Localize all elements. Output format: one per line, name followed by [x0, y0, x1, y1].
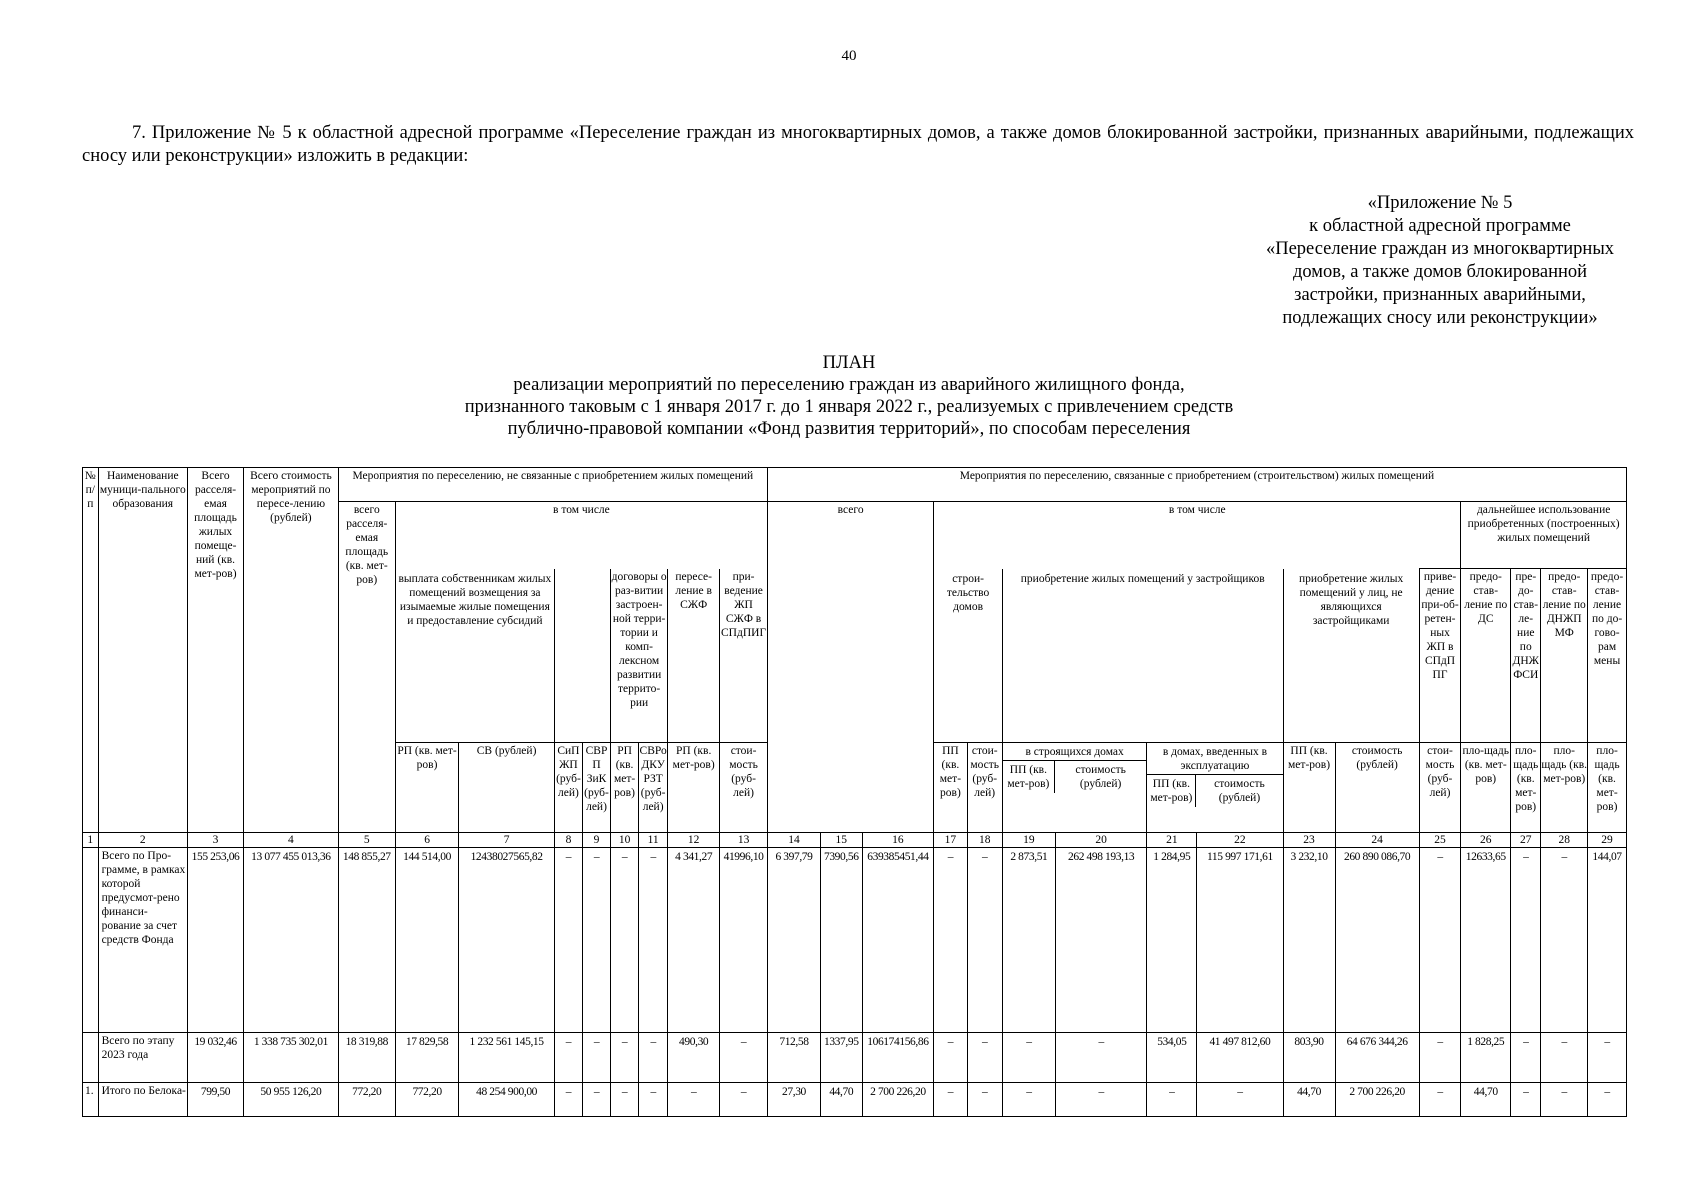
header-cell-24: стоимость (рублей) [1335, 743, 1419, 833]
table-cell: – [611, 848, 639, 1033]
table-cell: 41996,10 [720, 848, 768, 1033]
table-cell: 64 676 344,26 [1335, 1033, 1419, 1083]
appendix-reference [1180, 192, 1698, 330]
table-cell: 1 338 735 302,01 [244, 1033, 339, 1083]
row-name: Всего по Про-грамме, в рамках которой предусмот-рено финанси-рование за счет средств Фонда [98, 848, 187, 1033]
column-number: 1 [83, 833, 99, 848]
header-cell-7: СВ (рублей) [459, 743, 555, 833]
header-cell-13: стои-мость (руб-лей) [720, 743, 768, 833]
table-row [83, 1033, 1627, 1083]
intro-paragraph [82, 122, 1634, 168]
table-cell: – [1055, 1033, 1146, 1083]
table-cell: – [554, 848, 582, 1033]
column-number: 17 [934, 833, 967, 848]
header-cell-17: ПП (кв. мет-ров) [934, 743, 967, 833]
column-number: 27 [1511, 833, 1541, 848]
header-cell-27: пло-щадь (кв. мет-ров) [1511, 743, 1541, 833]
table-cell: 18 319,88 [338, 1033, 395, 1083]
header-cell-29-top: предо-став-ление по до-гово-рам мены [1588, 569, 1627, 743]
header-cell-21: ПП (кв. мет-ров) [1147, 775, 1196, 807]
table-cell: – [1147, 1083, 1197, 1117]
column-number: 25 [1419, 833, 1461, 848]
header-cell-area: Всего расселя-емая площадь жилых помеще-ний (кв. мет-ров) [187, 468, 243, 833]
table-cell: – [720, 1083, 768, 1117]
table-cell: – [1002, 1033, 1055, 1083]
header-cell-cost: Всего стоимость мероприятий по пересе-лению (рублей) [244, 468, 339, 833]
table-cell: – [1511, 1033, 1541, 1083]
column-number: 28 [1541, 833, 1588, 848]
plan-title [0, 352, 1698, 440]
intro-text: 7. Приложение № 5 к областной адресной программе «Переселение граждан из многоквартирных домов, а также домов блокированной застройки, признанных аварийными, подлежащих сносу или реконструкции» изложить в редакции: [82, 123, 1634, 166]
table-cell: – [639, 1083, 668, 1117]
table-cell: – [934, 1033, 967, 1083]
table-cell: 772,20 [338, 1083, 395, 1117]
row-index: 1. [83, 1083, 99, 1117]
table-cell: – [1541, 1083, 1588, 1117]
header-cell-6: РП (кв. мет-ров) [395, 743, 458, 833]
table-cell: 48 254 900,00 [459, 1083, 555, 1117]
column-number: 21 [1147, 833, 1197, 848]
row-index [83, 848, 99, 1033]
table-cell: 262 498 193,13 [1055, 848, 1146, 1033]
column-number: 3 [187, 833, 243, 848]
table-cell: 13 077 455 013,36 [244, 848, 339, 1033]
header-row [83, 468, 1627, 502]
table-cell: 490,30 [668, 1033, 720, 1083]
column-number: 9 [582, 833, 610, 848]
header-cell-commissioned [1147, 743, 1283, 833]
table-cell: – [582, 1083, 610, 1117]
header-cell-bring: при-ведение ЖП СЖФ в СПдПИГ [720, 569, 768, 743]
column-number: 6 [395, 833, 458, 848]
appendix-line: к областной адресной программе [1309, 216, 1571, 236]
table-cell: – [1002, 1083, 1055, 1117]
table-cell: 41 497 812,60 [1197, 1033, 1283, 1083]
header-cell-12: РП (кв. мет-ров) [668, 743, 720, 833]
header-cell-26: пло-щадь (кв. мет-ров) [1461, 743, 1511, 833]
header-cell-incl2: в том числе [934, 502, 1461, 569]
column-number: 16 [862, 833, 934, 848]
table-cell: 534,05 [1147, 1033, 1197, 1083]
table-cell: – [611, 1083, 639, 1117]
table-cell: 260 890 086,70 [1335, 848, 1419, 1033]
header-cell-grp1-total: всего расселя-емая площадь (кв. мет-ров) [338, 502, 395, 833]
table-cell: 2 700 226,20 [1335, 1083, 1419, 1117]
table-cell: 7390,56 [820, 848, 862, 1033]
row-name: Всего по этапу 2023 года [98, 1033, 187, 1083]
table-cell: – [554, 1033, 582, 1083]
header-cell-27-top: пре-до-став-ле-ние по ДНЖ ФСИ [1511, 569, 1541, 743]
table-cell: 27,30 [767, 1083, 820, 1117]
table-cell: 2 873,51 [1002, 848, 1055, 1033]
plan-table [82, 467, 1627, 1117]
table-cell: 1 284,95 [1147, 848, 1197, 1033]
header-cell-10: РП (кв. мет-ров) [611, 743, 639, 833]
header-cell-no: № п/п [83, 468, 99, 833]
table-cell: – [1419, 1083, 1461, 1117]
table-cell: 44,70 [1461, 1083, 1511, 1117]
column-number: 19 [1002, 833, 1055, 848]
table-cell: 148 855,27 [338, 848, 395, 1033]
column-number: 29 [1588, 833, 1627, 848]
table-cell: 6 397,79 [767, 848, 820, 1033]
table-cell: – [668, 1083, 720, 1117]
table-cell: – [1055, 1083, 1146, 1117]
header-cell-22: стоимость (рублей) [1214, 778, 1265, 804]
table-cell: 1337,95 [820, 1033, 862, 1083]
table-cell: – [611, 1033, 639, 1083]
table-cell: 1 828,25 [1461, 1033, 1511, 1083]
header-cell-29: пло-щадь (кв. мет-ров) [1588, 743, 1627, 833]
table-cell: – [1419, 848, 1461, 1033]
header-cell-25-top: приве-дение при-об-ретен-ных ЖП в СПдП ПГ [1419, 569, 1461, 743]
plan-heading: ПЛАН [822, 353, 876, 373]
column-number: 11 [639, 833, 668, 848]
header-cell-contracts: договоры о раз-витии застроен-ной терри-тории и комп-лексном развитии террито-рии [611, 569, 668, 743]
table-cell: – [1511, 848, 1541, 1033]
appendix-line: подлежащих сносу или реконструкции» [1282, 308, 1598, 328]
table-cell: 17 829,58 [395, 1033, 458, 1083]
header-cell-sjf: пересе-ление в СЖФ [668, 569, 720, 743]
table-cell: – [967, 848, 1002, 1033]
table-row [83, 848, 1627, 1033]
column-number: 7 [459, 833, 555, 848]
table-cell: – [1541, 1033, 1588, 1083]
header-cell-payout: выплата собственникам жилых помещений возмещения за изымаемые жилые помещения и предоставление субсидий [395, 569, 554, 743]
appendix-line: домов, а также домов блокированной [1292, 262, 1588, 282]
header-cell-from-others: приобретение жилых помещений у лиц, не являющихся застройщиками [1283, 569, 1419, 743]
table-cell: – [720, 1033, 768, 1083]
header-commissioned-label: в домах, введенных в эксплуатацию [1147, 743, 1282, 775]
table-cell: 3 232,10 [1283, 848, 1335, 1033]
column-number: 22 [1197, 833, 1283, 848]
table-cell: 44,70 [820, 1083, 862, 1117]
header-group-acquisition: Мероприятия по переселению, связанные с приобретением (строительством) жилых помещений [767, 468, 1626, 502]
table-cell: 12438027565,82 [459, 848, 555, 1033]
table-cell: – [967, 1033, 1002, 1083]
table-cell: 50 955 126,20 [244, 1083, 339, 1117]
column-number: 20 [1055, 833, 1146, 848]
header-under-construction-label: в строящихся домах [1003, 743, 1146, 761]
page-number: 40 [841, 48, 857, 64]
header-cell-18: стои-мость (руб-лей) [967, 743, 1002, 833]
table-cell: – [1419, 1033, 1461, 1083]
header-cell-20: стоимость (рублей) [1075, 764, 1126, 790]
table-cell: – [554, 1083, 582, 1117]
header-cell-9: СВР П ЗиК (руб-лей) [582, 743, 610, 833]
table-cell: – [582, 848, 610, 1033]
header-cell-8: СиП ЖП (руб-лей) [554, 743, 582, 833]
plan-subtitle-line: признанного таковым с 1 января 2017 г. до 1 января 2022 г., реализуемых с привлечением средств [464, 397, 1234, 417]
column-number: 26 [1461, 833, 1511, 848]
table-cell: 44,70 [1283, 1083, 1335, 1117]
column-number-row [83, 833, 1627, 848]
table-cell: 12633,65 [1461, 848, 1511, 1033]
row-name: Итого по Белока- [98, 1083, 187, 1117]
table-cell: – [1541, 848, 1588, 1033]
table-cell: 115 997 171,61 [1197, 848, 1283, 1033]
header-cell-from-developers: приобретение жилых помещений у застройщиков [1002, 569, 1283, 743]
table-cell: 4 341,27 [668, 848, 720, 1033]
table-cell: – [967, 1083, 1002, 1117]
header-cell-total2: всего [767, 502, 933, 833]
column-number: 15 [820, 833, 862, 848]
header-cell-further-use: дальнейшее использование приобретенных (построенных) жилых помещений [1461, 502, 1627, 569]
table-cell: – [934, 848, 967, 1033]
appendix-line: «Приложение № 5 [1367, 193, 1513, 213]
plan-subtitle-line: публично-правовой компании «Фонд развития территорий», по способам переселения [507, 419, 1191, 439]
column-number: 12 [668, 833, 720, 848]
table-cell: 712,58 [767, 1033, 820, 1083]
header-cell-28-top: предо-став-ление по ДНЖП МФ [1541, 569, 1588, 743]
header-group-not-acquisition: Мероприятия по переселению, не связанные с приобретением жилых помещений [338, 468, 767, 502]
header-cell-incl1: в том числе [395, 502, 767, 569]
table-cell: 2 700 226,20 [862, 1083, 934, 1117]
table-cell: 19 032,46 [187, 1033, 243, 1083]
column-number: 8 [554, 833, 582, 848]
column-number: 10 [611, 833, 639, 848]
column-number: 5 [338, 833, 395, 848]
column-number: 18 [967, 833, 1002, 848]
table-cell: – [1588, 1033, 1627, 1083]
column-number: 4 [244, 833, 339, 848]
header-cell-name: Наименование муници-пального образования [98, 468, 187, 833]
table-cell: – [934, 1083, 967, 1117]
table-cell: – [639, 848, 668, 1033]
table-cell: 772,20 [395, 1083, 458, 1117]
plan-subtitle-line: реализации мероприятий по переселению граждан из аварийного жилищного фонда, [513, 375, 1185, 395]
table-cell: 639385451,44 [862, 848, 934, 1033]
table-cell: 144,07 [1588, 848, 1627, 1033]
table-cell: 803,90 [1283, 1033, 1335, 1083]
header-cell-11: СВРо ДКУ РЗТ (руб-лей) [639, 743, 668, 833]
table-cell: 144 514,00 [395, 848, 458, 1033]
table-row [83, 1083, 1627, 1117]
table-cell: 106174156,86 [862, 1033, 934, 1083]
row-index [83, 1033, 99, 1083]
column-number: 14 [767, 833, 820, 848]
table-cell: – [582, 1033, 610, 1083]
header-cell-26-top: предо-став-ление по ДС [1461, 569, 1511, 743]
header-cell-25: стои-мость (руб-лей) [1419, 743, 1461, 833]
column-number: 23 [1283, 833, 1335, 848]
appendix-line: застройки, признанных аварийными, [1294, 285, 1586, 305]
table-cell: 155 253,06 [187, 848, 243, 1033]
column-number: 24 [1335, 833, 1419, 848]
table-cell: – [1197, 1083, 1283, 1117]
column-number: 13 [720, 833, 768, 848]
header-cell-28: пло-щадь (кв. мет-ров) [1541, 743, 1588, 833]
header-cell-under-construction [1002, 743, 1146, 833]
table-cell: – [639, 1033, 668, 1083]
header-cell-19: ПП (кв. мет-ров) [1003, 761, 1055, 793]
table-cell: 1 232 561 145,15 [459, 1033, 555, 1083]
header-cell-building: строи-тельство домов [934, 569, 1003, 743]
column-number: 2 [98, 833, 187, 848]
table-cell: – [1588, 1083, 1627, 1117]
table-cell: 799,50 [187, 1083, 243, 1117]
table-cell: – [1511, 1083, 1541, 1117]
header-cell-23: ПП (кв. мет-ров) [1283, 743, 1335, 833]
appendix-line: «Переселение граждан из многоквартирных [1265, 239, 1615, 259]
